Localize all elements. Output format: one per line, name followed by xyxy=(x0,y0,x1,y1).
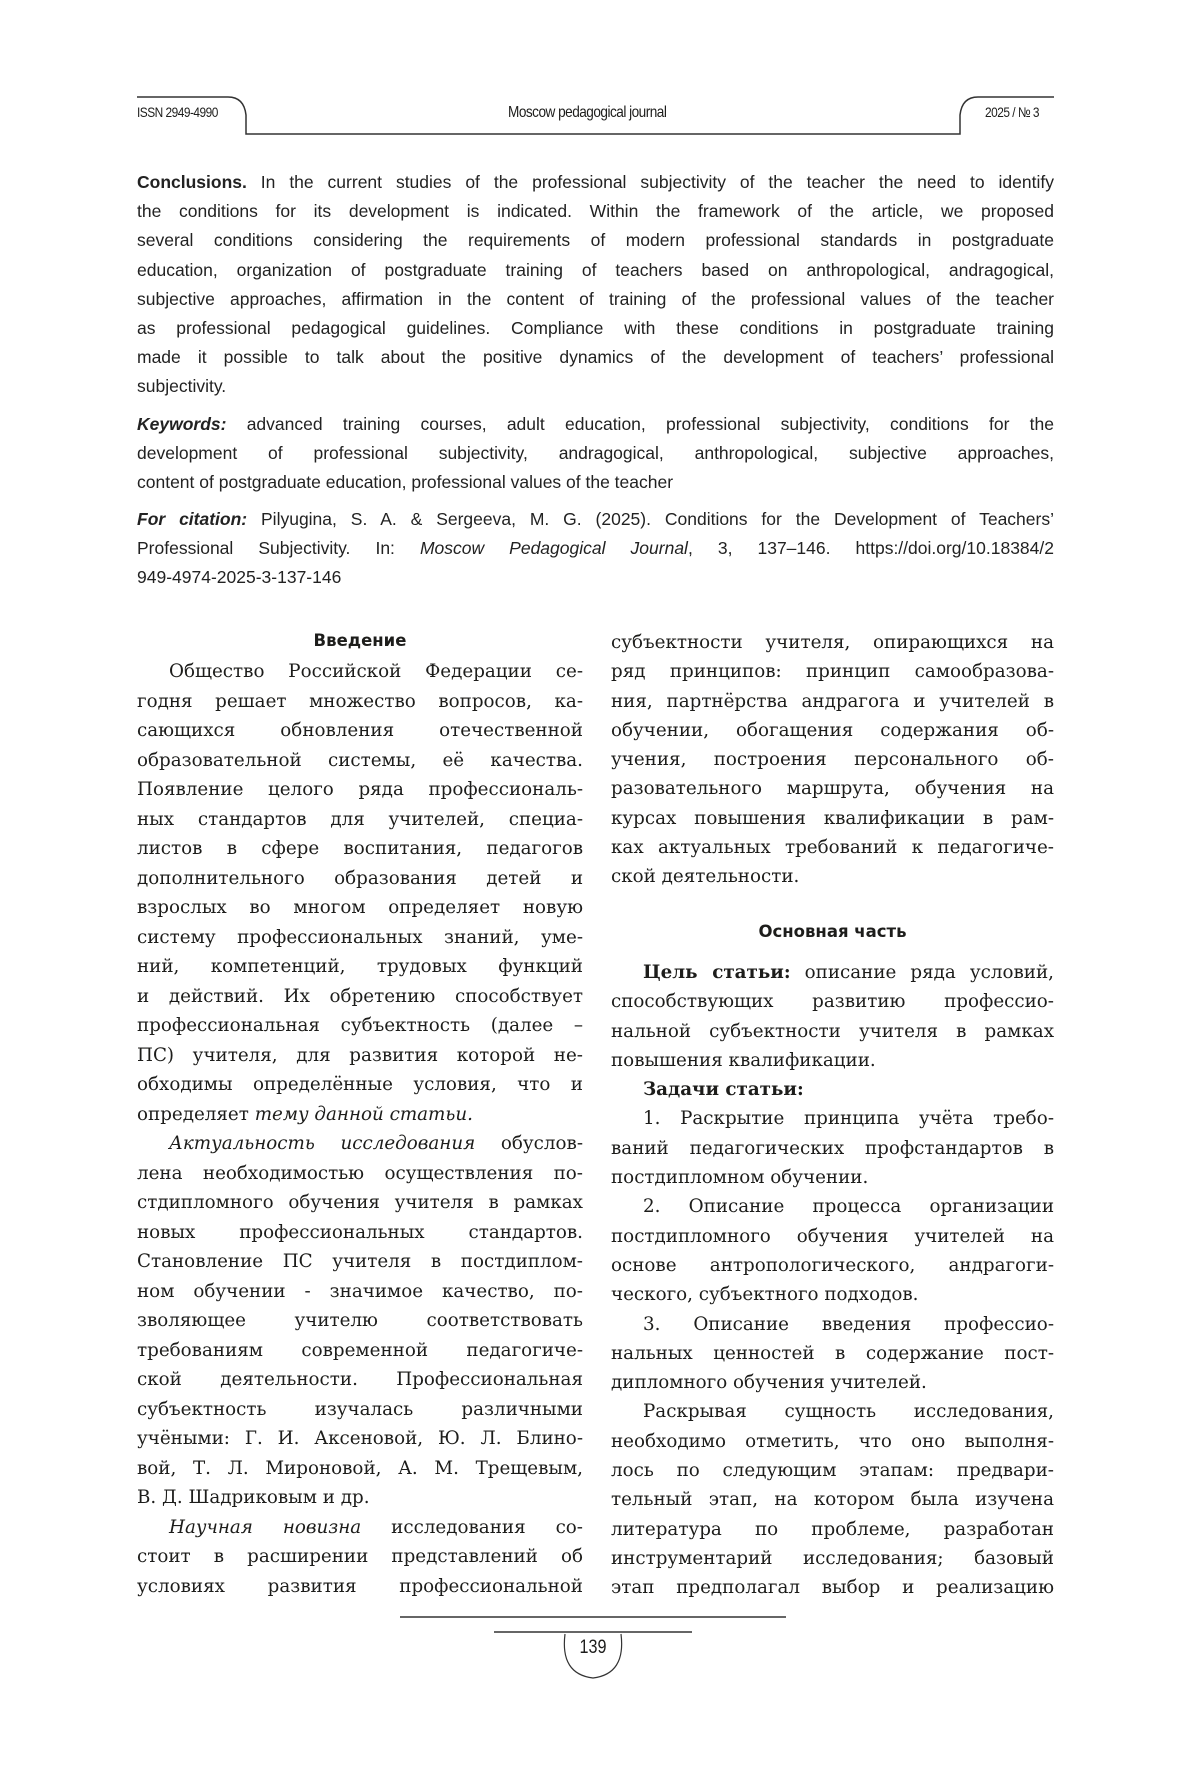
citation-paragraph xyxy=(137,505,1054,593)
text-line xyxy=(611,1456,1054,1485)
text-line xyxy=(611,1222,1054,1251)
emphasized-text: For citation: xyxy=(137,509,247,529)
text-line xyxy=(137,834,583,864)
emphasized-text: Задачи статьи: xyxy=(643,1079,804,1100)
text-segment: 949-4974-2025-3-137-146 xyxy=(137,567,341,587)
text-line xyxy=(137,410,1054,439)
right-column-intro-text xyxy=(611,628,1054,892)
text-line xyxy=(137,1041,583,1071)
emphasized-text: Moscow Pedagogical Journal xyxy=(420,538,688,558)
text-segment: постдипломном обучении. xyxy=(611,1167,868,1188)
text-segment: ской деятельности. Профессиональная xyxy=(137,1369,583,1390)
text-segment: литература по проблеме, разработан xyxy=(611,1519,1054,1540)
text-line xyxy=(137,1395,583,1425)
page-number: 139 xyxy=(576,1637,610,1659)
text-segment: тельный этап, на котором была изучена xyxy=(611,1489,1054,1510)
text-segment: дипломного обучения учителей. xyxy=(611,1372,927,1393)
text-line xyxy=(137,1011,583,1041)
text-line xyxy=(137,1070,583,1100)
text-segment: требованиям современной педагогиче- xyxy=(137,1340,583,1361)
emphasized-text: Keywords: xyxy=(137,414,226,434)
section-heading-main-part: Основная часть xyxy=(611,922,1054,941)
text-line xyxy=(611,1104,1054,1133)
text-line xyxy=(137,1159,583,1189)
text-line xyxy=(137,893,583,923)
conclusions-paragraph xyxy=(137,168,1054,402)
text-line xyxy=(137,982,583,1012)
text-line xyxy=(137,1218,583,1248)
text-segment: Professional Subjectivity. In: xyxy=(137,538,420,558)
section-heading-introduction: Введение xyxy=(137,631,583,650)
text-segment: Pilyugina, S. A. & Sergeeva, M. G. (2025). Conditions for the Development of Teachers’ xyxy=(247,509,1054,529)
text-line xyxy=(611,862,1054,891)
text-segment: основе антропологического, андрагоги- xyxy=(611,1255,1054,1276)
emphasized-text: Научная новизна xyxy=(169,1517,361,1538)
text-segment: ской деятельности. xyxy=(611,866,799,887)
text-segment: лось по следующим этапам: предвари- xyxy=(611,1460,1054,1481)
text-line xyxy=(137,314,1054,343)
text-segment: ческого, субъектного подходов. xyxy=(611,1284,919,1305)
text-line xyxy=(137,439,1054,468)
text-line xyxy=(137,372,1054,401)
text-segment: необходимо отметить, что оно выполня- xyxy=(611,1431,1054,1452)
journal-title: Moscow pedagogical journal xyxy=(508,104,666,122)
text-line xyxy=(137,197,1054,226)
text-segment: этап предполагал выбор и реализацию xyxy=(611,1577,1054,1598)
text-segment: курсах повышения квалификации в рам- xyxy=(611,808,1054,829)
emphasized-text: Цель статьи: xyxy=(643,962,791,983)
text-segment: определяет xyxy=(137,1104,255,1125)
text-segment: дополнительного образования детей и xyxy=(137,868,583,889)
text-line xyxy=(137,468,1054,497)
text-segment: взрослых во многом определяет новую xyxy=(137,897,583,918)
text-line xyxy=(611,1544,1054,1573)
emphasized-text: Conclusions. xyxy=(137,172,247,192)
text-segment: education, organization of postgraduate training of teachers based on anthropological, andragogical, xyxy=(137,260,1054,280)
emphasized-text: тему данной статьи. xyxy=(255,1104,473,1125)
text-line xyxy=(611,1397,1054,1426)
text-segment: ках актуальных требований к педагогиче- xyxy=(611,837,1054,858)
text-segment: профессиональная субъектность (далее – xyxy=(137,1015,583,1036)
text-segment: и действий. Их обретению способствует xyxy=(137,986,583,1007)
text-line xyxy=(611,745,1054,774)
text-segment: способствующих развитию профессио- xyxy=(611,991,1054,1012)
text-line xyxy=(137,687,583,717)
text-segment: учения, построения персонального об- xyxy=(611,749,1054,770)
text-segment: образовательной системы, её качества. xyxy=(137,750,583,771)
text-line xyxy=(611,1280,1054,1309)
text-segment: Становление ПС учителя в постдиплом- xyxy=(137,1251,583,1272)
text-line xyxy=(137,1483,583,1513)
text-segment: ном обучении - значимое качество, по- xyxy=(137,1281,583,1302)
text-line xyxy=(611,804,1054,833)
text-segment: Общество Российской Федерации се- xyxy=(169,661,583,682)
text-segment: Появление целого ряда профессиональ- xyxy=(137,779,583,800)
text-line xyxy=(611,1339,1054,1368)
text-segment: зволяющее учителю соответствовать xyxy=(137,1310,583,1331)
text-segment: стдипломного обучения учителя в рамках xyxy=(137,1192,583,1213)
text-line xyxy=(137,952,583,982)
text-segment: ваний педагогических профстандартов в xyxy=(611,1138,1054,1159)
text-line xyxy=(137,864,583,894)
text-segment: описание ряда условий, xyxy=(791,962,1054,983)
text-segment: инструментарий исследования; базовый xyxy=(611,1548,1054,1569)
text-segment: постдипломного обучения учителей на xyxy=(611,1226,1054,1247)
text-line xyxy=(137,1247,583,1277)
text-line xyxy=(611,1368,1054,1397)
text-line xyxy=(611,833,1054,862)
text-line xyxy=(137,1513,583,1543)
text-segment: several conditions considering the requirements of modern professional standards in postgraduate xyxy=(137,230,1054,250)
text-line xyxy=(611,958,1054,987)
text-line xyxy=(137,923,583,953)
text-line xyxy=(137,343,1054,372)
text-line xyxy=(137,1542,583,1572)
text-segment: листов в сфере воспитания, педагогов xyxy=(137,838,583,859)
text-segment: ных стандартов для учителей, специа- xyxy=(137,809,583,830)
text-line xyxy=(611,1017,1054,1046)
text-segment: разовательного маршрута, обучения на xyxy=(611,778,1054,799)
text-segment: 1. Раскрытие принципа учёта требо- xyxy=(643,1108,1054,1129)
text-line xyxy=(611,1075,1054,1104)
text-line xyxy=(611,1134,1054,1163)
text-line xyxy=(137,256,1054,285)
text-segment: систему профессиональных знаний, уме- xyxy=(137,927,583,948)
text-segment: сающихся обновления отечественной xyxy=(137,720,583,741)
issn: ISSN 2949-4990 xyxy=(137,104,218,120)
right-column-main-text xyxy=(611,958,1054,1603)
text-segment: 3. Описание введения профессио- xyxy=(643,1314,1054,1335)
text-line xyxy=(137,1424,583,1454)
text-line xyxy=(611,987,1054,1016)
text-line xyxy=(611,657,1054,686)
text-segment: subjective approaches, affirmation in the content of training of the professional values of the teacher xyxy=(137,289,1054,309)
keywords-paragraph xyxy=(137,410,1054,498)
issue-number: 2025 / № 3 xyxy=(985,104,1039,120)
text-segment: ния, партнёрства андрагога и учителей в xyxy=(611,691,1054,712)
text-line xyxy=(137,1129,583,1159)
text-line xyxy=(137,168,1054,197)
text-line xyxy=(137,775,583,805)
text-segment: content of postgraduate education, professional values of the teacher xyxy=(137,472,673,492)
text-segment: лена необходимостью осуществления по- xyxy=(137,1163,583,1184)
text-segment: годня решает множество вопросов, ка- xyxy=(137,691,583,712)
text-line xyxy=(137,1572,583,1602)
emphasized-text: Актуальность исследования xyxy=(169,1133,475,1154)
text-line xyxy=(137,1454,583,1484)
text-segment: the conditions for its development is indicated. Within the framework of the article, we proposed xyxy=(137,201,1054,221)
text-segment: субъектность изучалась различными xyxy=(137,1399,583,1420)
text-line xyxy=(137,805,583,835)
text-segment: обходимы определённые условия, что и xyxy=(137,1074,583,1095)
text-segment: ряд принципов: принцип самообразова- xyxy=(611,661,1054,682)
text-line xyxy=(611,1573,1054,1602)
left-column-text xyxy=(137,657,583,1601)
text-segment: учёными: Г. И. Аксеновой, Ю. Л. Блино- xyxy=(137,1428,583,1449)
text-line xyxy=(611,1251,1054,1280)
text-line xyxy=(611,716,1054,745)
text-line xyxy=(137,226,1054,255)
text-segment: , 3, 137–146. https://doi.org/10.18384/2 xyxy=(688,538,1054,558)
text-line xyxy=(137,1188,583,1218)
text-line xyxy=(137,285,1054,314)
text-line xyxy=(611,1310,1054,1339)
text-segment: повышения квалификации. xyxy=(611,1050,876,1071)
text-line xyxy=(611,1485,1054,1514)
text-line xyxy=(137,1365,583,1395)
text-segment: subjectivity. xyxy=(137,376,226,396)
text-segment: новых профессиональных стандартов. xyxy=(137,1222,583,1243)
text-segment: advanced training courses, adult education, professional subjectivity, conditions for the xyxy=(226,414,1054,434)
text-line xyxy=(611,1163,1054,1192)
text-segment: as professional pedagogical guidelines. Compliance with these conditions in postgraduate training xyxy=(137,318,1054,338)
text-segment: стоит в расширении представлений об xyxy=(137,1546,583,1567)
text-segment: субъектности учителя, опирающихся на xyxy=(611,632,1054,653)
text-line xyxy=(137,746,583,776)
text-line xyxy=(137,657,583,687)
text-line xyxy=(611,628,1054,657)
text-line xyxy=(137,534,1054,563)
text-line xyxy=(611,774,1054,803)
text-line xyxy=(611,1427,1054,1456)
text-line xyxy=(137,563,1054,592)
text-segment: В. Д. Шадриковым и др. xyxy=(137,1487,370,1508)
text-line xyxy=(137,716,583,746)
text-line xyxy=(137,1100,583,1130)
text-segment: вой, Т. Л. Мироновой, А. М. Трещевым, xyxy=(137,1458,583,1479)
text-segment: ПС) учителя, для развития которой не- xyxy=(137,1045,583,1066)
text-segment: нальных ценностей в содержание пост- xyxy=(611,1343,1054,1364)
text-line xyxy=(611,1515,1054,1544)
text-line xyxy=(611,1046,1054,1075)
text-segment: обуслов- xyxy=(475,1133,583,1154)
text-line xyxy=(137,505,1054,534)
text-segment: нальной субъектности учителя в рамках xyxy=(611,1021,1054,1042)
text-segment: In the current studies of the professional subjectivity of the teacher the need to identify xyxy=(247,172,1054,192)
text-segment: условиях развития профессиональной xyxy=(137,1576,583,1597)
text-line xyxy=(611,687,1054,716)
text-segment: обучении, обогащения содержания об- xyxy=(611,720,1054,741)
text-segment: исследования со- xyxy=(361,1517,583,1538)
text-line xyxy=(137,1277,583,1307)
text-line xyxy=(137,1306,583,1336)
text-line xyxy=(137,1336,583,1366)
text-segment: development of professional subjectivity, andragogical, anthropological, subjective approaches, xyxy=(137,443,1054,463)
text-segment: Раскрывая сущность исследования, xyxy=(643,1401,1054,1422)
text-segment: ний, компетенций, трудовых функций xyxy=(137,956,583,977)
text-line xyxy=(611,1192,1054,1221)
text-segment: made it possible to talk about the positive dynamics of the development of teachers’ professional xyxy=(137,347,1054,367)
text-segment: 2. Описание процесса организации xyxy=(643,1196,1054,1217)
